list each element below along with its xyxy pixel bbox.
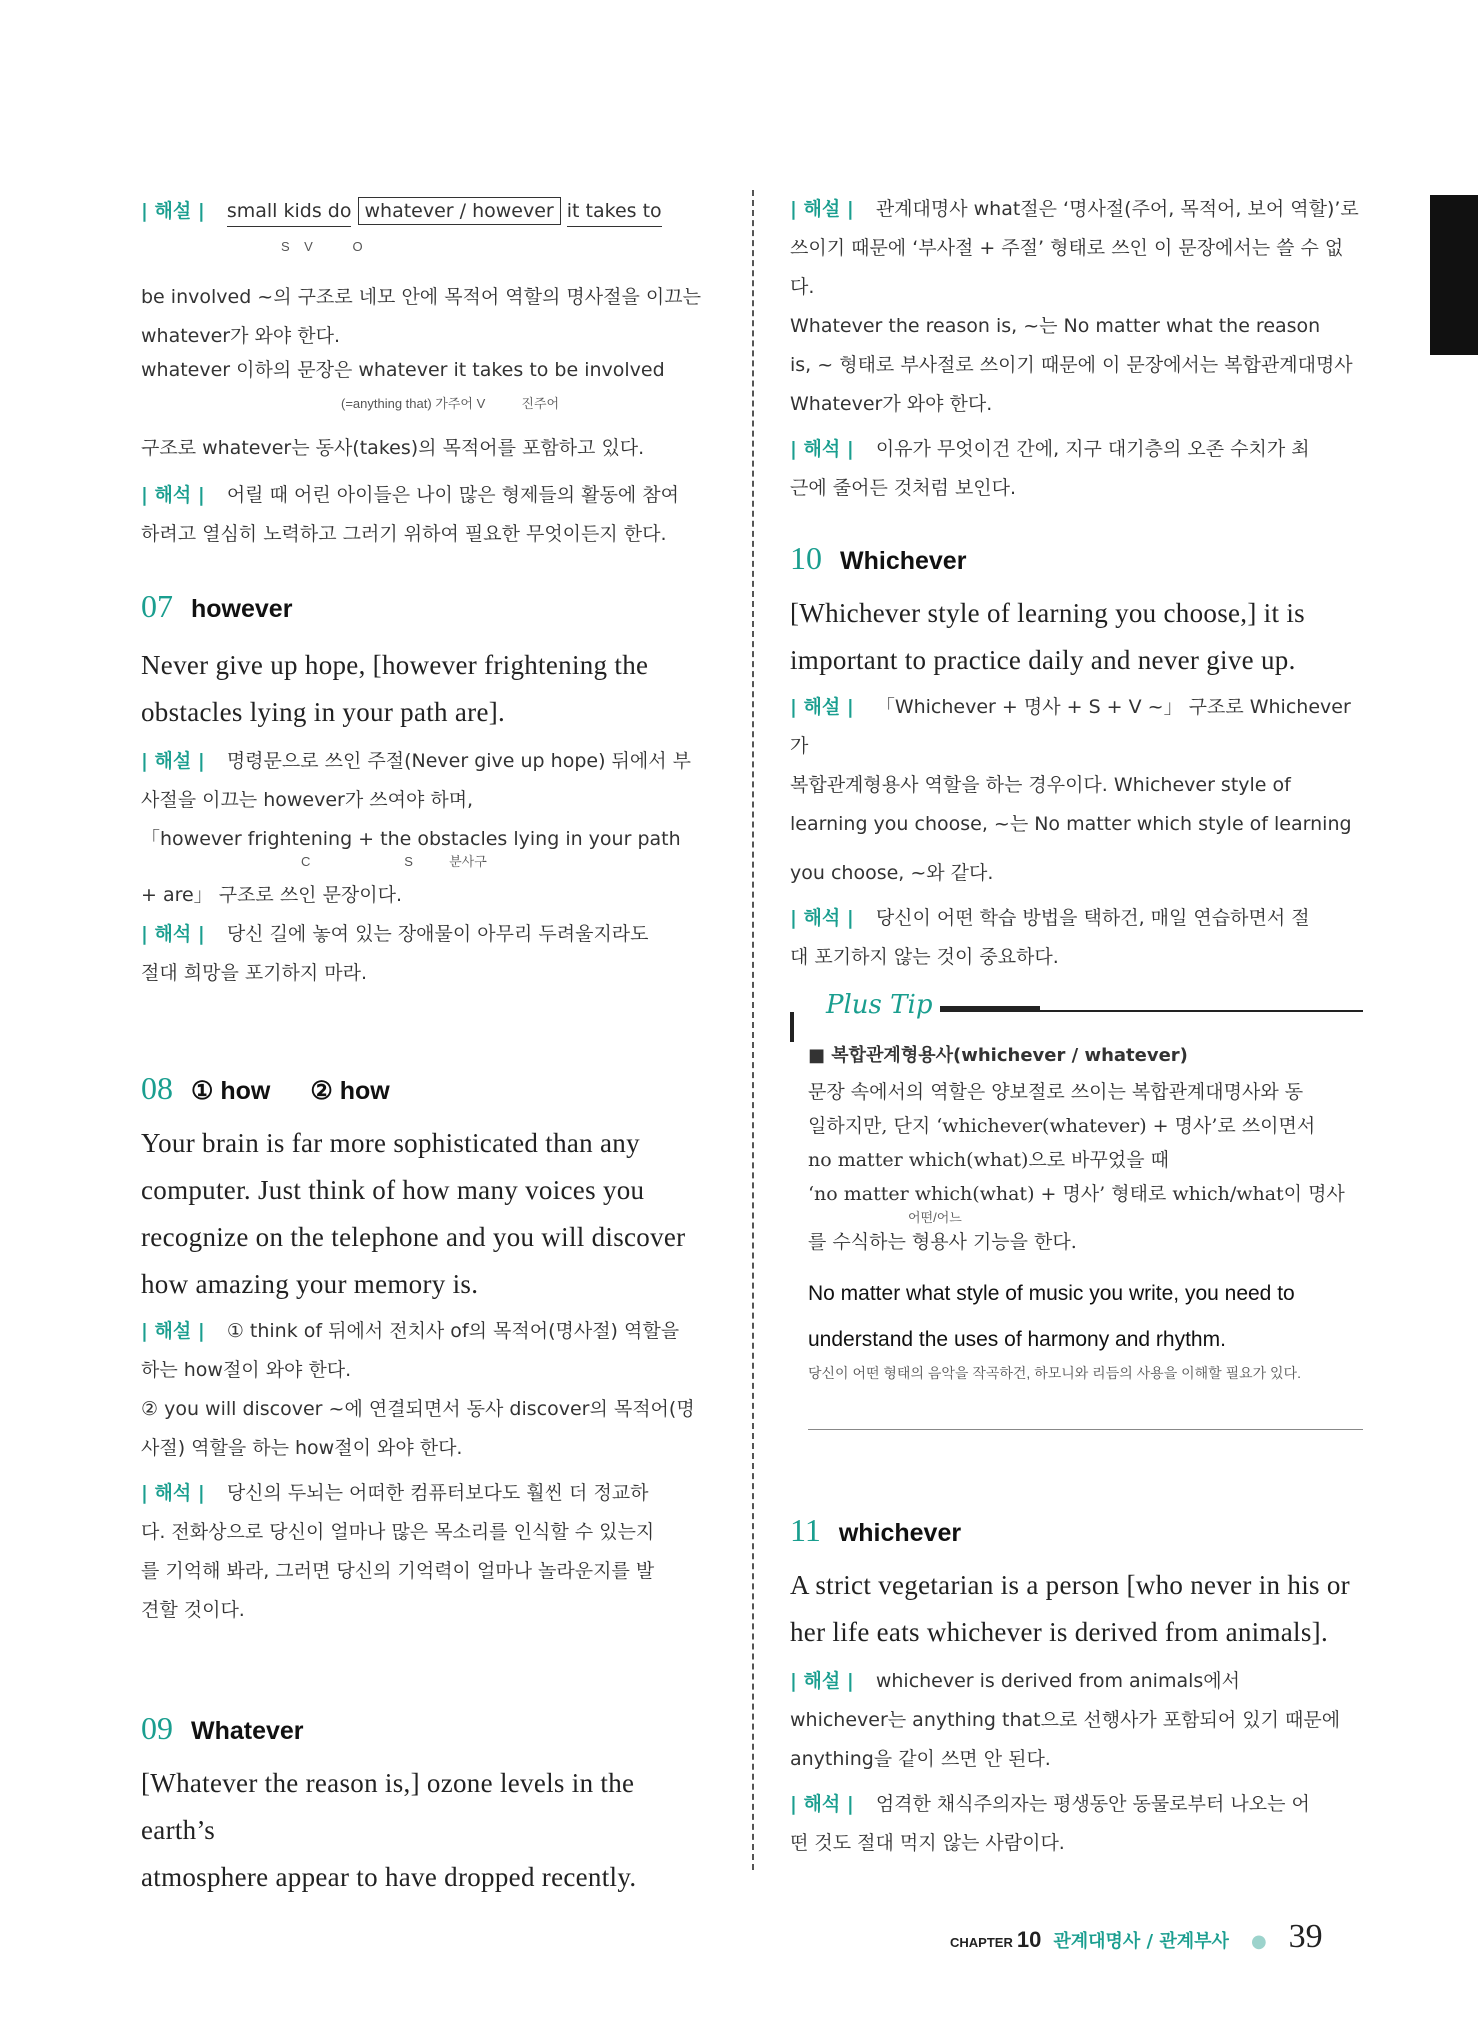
q09-block: 09 Whatever [Whatever the reason is,] ozone levels in the earth’s atmosphere appear to have dropped recently. xyxy=(141,1710,637,1892)
page-footer xyxy=(950,1918,1323,1956)
plus-tip-box: Plus Tip ■ 복합관계형용사(whichever / whatever) 문장 속에서의 역할은 양보절로 쓰이는 복합관계대명사와 동 일하지만, 단지 ‘whichever(whatever) + 명사’로 쓰이면서 no matter which(what)으로 바꾸었을 때 ‘no matter which(what) + 명사’ 형태로 which/what이 명사 어떤/어느 를 수식하는 형용사 기능을 한다. No matter what style of music you write, you need to understand the uses of harmony and rhythm. 당신이 어떤 형태의 음악을 작곡하건, 하모니와 리듬의 사용을 이해할 필요가 있다. xyxy=(790,990,1363,1430)
answer-box: whatever / however xyxy=(358,197,561,225)
q07-block: 07 however Never give up hope, [however frightening the obstacles lying in your path are]. | 해설 | 명령문으로 쓰인 주절(Never give up hope) 뒤에서 부 사절을 이끄는 however가 쓰여야 하며, 「however frightening + the obstacles lying in your path C S 분사구 + are」 구조로 쓰인 문장이다. | 해석 | 당신 길에 놓여 있는 장애물이 아무리 두려울지라도 절대 희망을 포기하지 마라. xyxy=(141,588,691,984)
chapter-title: 관계대명사 / 관계부사 xyxy=(1053,1931,1229,1952)
chapter-number: 10 xyxy=(1016,1927,1042,1952)
chapter-label: CHAPTER xyxy=(950,1935,1013,1950)
q10-block: 10 Whichever [Whichever style of learning you choose,] it is important to practice daily and never give up. | 해설 | 「Whichever + 명사 + S + V ~」 구조로 Whichever가 복합관계형용사 역할을 하는 경우이다. Whichever style of learning you choose, ~는 No matter which style of learning you choose, ~와 같다. | 해석 | 당신이 어떤 학습 방법을 택하건, 매일 연습하면서 절 대 포기하지 않는 것이 중요하다. xyxy=(790,540,1352,968)
q11-block: 11 whichever A strict vegetarian is a person [who never in his or her life eats whichever is derived from animals]. | 해설 | whichever is derived from animals에서 whichever는 anything that으로 선행사가 포함되어 있기 때문에 anything을 같이 쓰면 안 된다. | 해석 | 엄격한 채식주의자는 평생동안 동물로부터 나오는 어 떤 것도 절대 먹지 않는 사람이다. xyxy=(790,1512,1350,1854)
q06-explanation: | 해설 | small kids do whatever / however it takes to S V O be involved ~의 구조로 네모 안에 목적어 역할의 명사절을 이끄는 whatever가 와야 한다. whatever 이하의 문장은 whatever it takes to be involved (=anything that) 가주어 V 진주어 구조로 whatever는 동사(takes)의 목적어를 포함하고 있다. | 해석 | 어릴 때 어린 아이들은 나이 많은 형제들의 활동에 참여 하려고 열심히 노력하고 그러기 위하여 필요한 무엇이든지 한다. xyxy=(141,196,714,554)
q08-block: 08 ① how ② how Your brain is far more sophisticated than any computer. Just think of how many voices you recognize on the telephone and you will discover how amazing your memory is. | 해설 | ① think of 뒤에서 전치사 of의 목적어(명사절) 역할을 하는 how절이 와야 한다. ② you will discover ~에 연결되면서 동사 discover의 목적어(명 사절) 역할을 하는 how절이 와야 한다. | 해석 | 당신의 두뇌는 어떠한 컴퓨터보다도 훨씬 더 정교하 다. 전화상으로 당신이 얼마나 많은 목소리를 인식할 수 있는지 를 기억해 봐라, 그러면 당신의 기억력이 얼마나 놀라운지를 발 견할 것이다. xyxy=(141,1070,695,1621)
page-number: 39 xyxy=(1288,1918,1323,1955)
bullet-icon: ● xyxy=(1250,1931,1267,1952)
column-divider xyxy=(752,190,754,1870)
q09-explanation: | 해설 | 관계대명사 what절은 ‘명사절(주어, 목적어, 보어 역할)’로 쓰이기 때문에 ‘부사절 + 주절’ 형태로 쓰인 이 문장에서는 쓸 수 없다. Whatever the reason is, ~는 No matter what the reason is, ~ 형태로 부사절로 쓰이기 때문에 이 문장에서는 복합관계대명사 Whatever가 와야 한다. | 해석 | 이유가 무엇이건 간에, 지구 대기층의 오존 수치가 최 근에 줄어든 것처럼 보인다. xyxy=(790,198,1359,499)
plus-tip-title: Plus Tip xyxy=(826,990,933,1020)
chapter-tab xyxy=(1430,195,1478,355)
